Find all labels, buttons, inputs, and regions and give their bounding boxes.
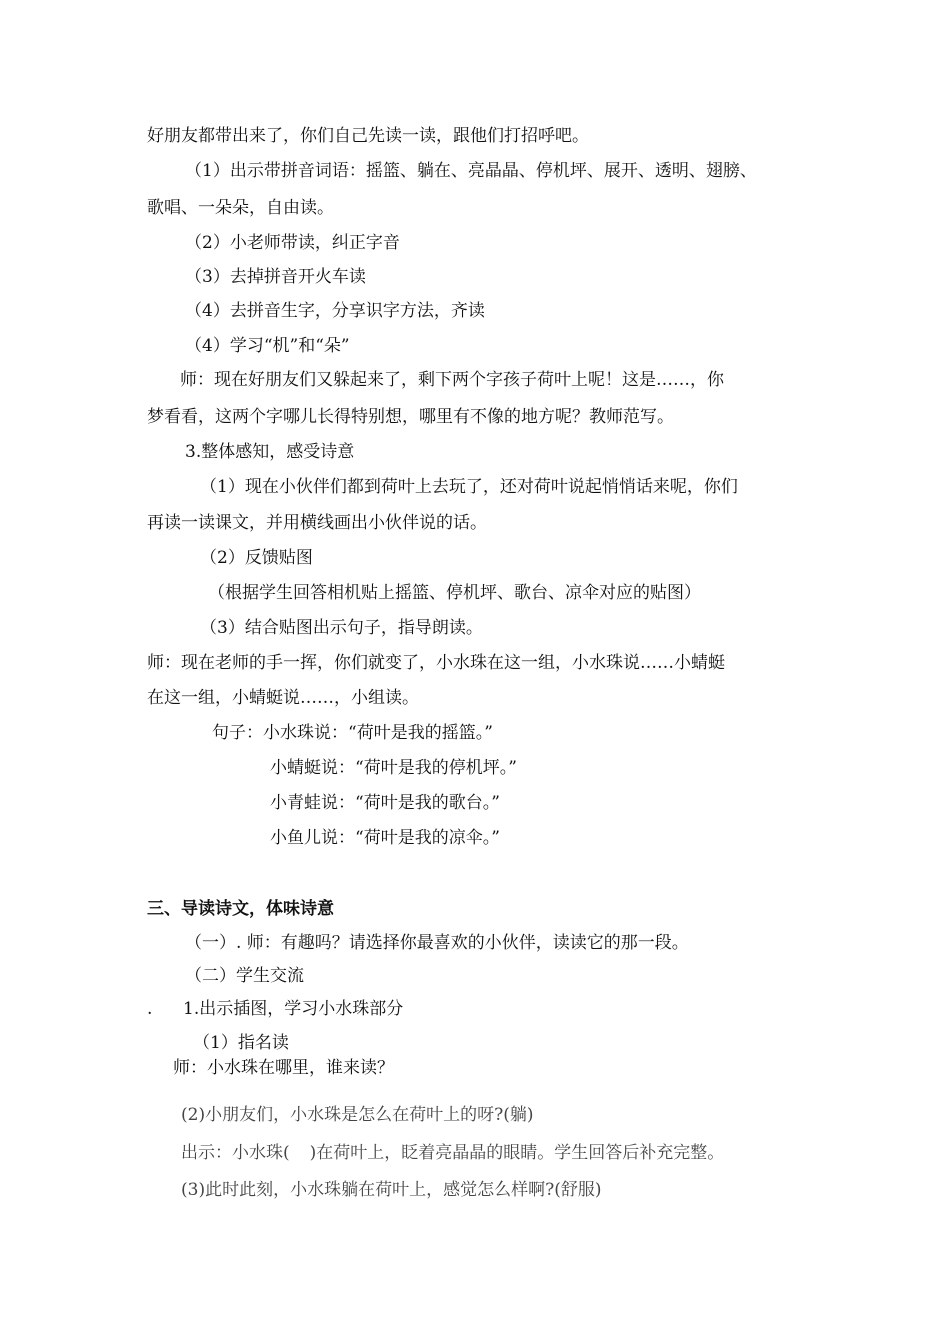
- text-line: （1）现在小伙伴们都到荷叶上去玩了，还对荷叶说起悄悄话来呢，你们: [200, 477, 738, 497]
- show-line-end: )在荷叶上，眨着亮晶晶的眼睛。学生回答后补充完整。: [309, 1143, 725, 1163]
- text-line: （1）出示带拼音词语：摇篮、躺在、亮晶晶、停机坪、展开、透明、翅膀、: [185, 161, 757, 181]
- sentence-line: 句子：小水珠说：“荷叶是我的摇篮。”: [212, 723, 493, 743]
- text-line: （1）指名读: [193, 1033, 289, 1053]
- text-line: 在这一组，小蜻蜓说……，小组读。: [147, 688, 419, 708]
- text-line: 好朋友都带出来了，你们自己先读一读，跟他们打招呼吧。: [147, 126, 589, 146]
- text-line: （2）小老师带读，纠正字音: [185, 233, 400, 253]
- text-line: 再读一读课文，并用横线画出小伙伴说的话。: [147, 513, 487, 533]
- text-line: （3）结合贴图出示句子，指导朗读。: [200, 618, 483, 638]
- text-line: 师：现在好朋友们又躲起来了，剩下两个字孩子荷叶上呢！这是……，你: [180, 370, 724, 390]
- question-line: (3)此时此刻，小水珠躺在荷叶上，感觉怎么样啊?(舒服): [181, 1180, 602, 1200]
- text-line: 师：现在老师的手一挥，你们就变了，小水珠在这一组，小水珠说……小蜻蜓: [147, 653, 725, 673]
- show-line-start: 出示：小水珠(: [181, 1143, 290, 1163]
- text-line: （4）学习“机”和“朵”: [185, 336, 350, 356]
- text-line: 歌唱、一朵朵，自由读。: [147, 198, 334, 218]
- text-line: 1.出示插图，学习小水珠部分: [183, 999, 404, 1019]
- text-line: 梦看看，这两个字哪儿长得特别想，哪里有不像的地方呢？教师范写。: [147, 407, 674, 427]
- section-heading: 三、导读诗文，体味诗意: [147, 899, 334, 919]
- text-line: 3.整体感知，感受诗意: [185, 442, 355, 462]
- sentence-line: 小青蛙说：“荷叶是我的歌台。”: [270, 793, 500, 813]
- text-line: （二）学生交流: [185, 966, 304, 986]
- text-line: （4）去拼音生字，分享识字方法，齐读: [185, 301, 485, 321]
- text-line: （一）. 师：有趣吗？请选择你最喜欢的小伙伴，读读它的那一段。: [185, 933, 689, 953]
- text-line: （2）反馈贴图: [200, 548, 313, 568]
- text-line: （根据学生回答相机贴上摇篮、停机坪、歌台、凉伞对应的贴图）: [208, 583, 701, 603]
- sentence-line: 小鱼儿说：“荷叶是我的凉伞。”: [270, 828, 500, 848]
- stray-dot: .: [147, 999, 153, 1019]
- text-line: （3）去掉拼音开火车读: [185, 267, 366, 287]
- show-line: [181, 1145, 724, 1162]
- question-line: (2)小朋友们，小水珠是怎么在荷叶上的呀?(躺): [181, 1105, 534, 1125]
- text-line: 师：小水珠在哪里，谁来读？: [173, 1058, 394, 1078]
- sentence-line: 小蜻蜓说：“荷叶是我的停机坪。”: [270, 758, 517, 778]
